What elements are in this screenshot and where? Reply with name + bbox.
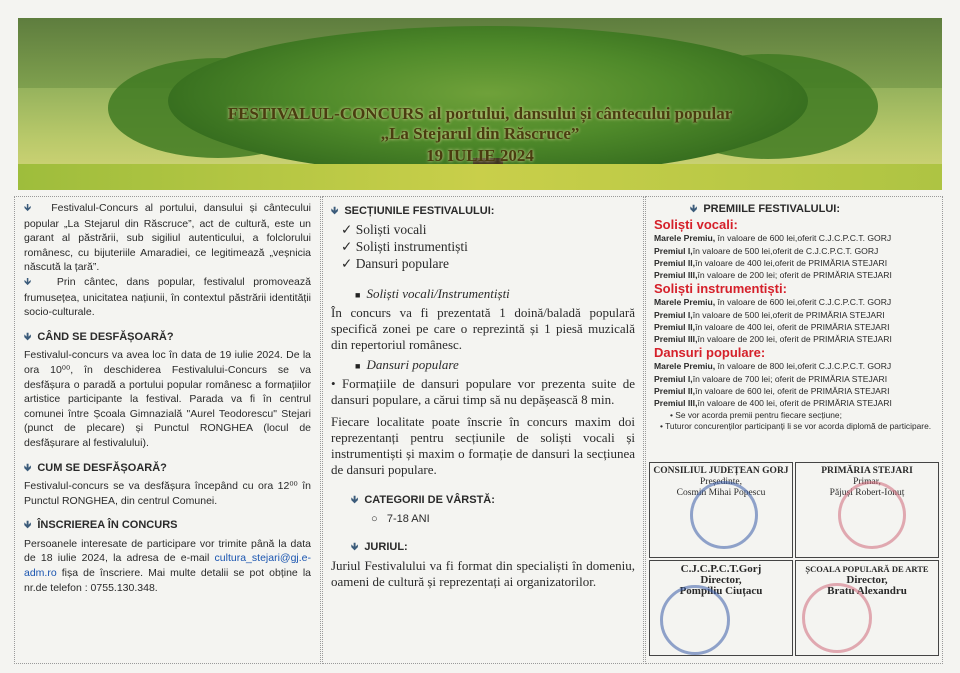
diploma-note: • Tuturor concurenților participanți li se vor acorda diplomă de participare.: [660, 421, 932, 432]
section-item: [341, 222, 635, 238]
signature-institution: CONSILIUL JUDEȚEAN GORJ: [653, 466, 789, 476]
middle-column: [322, 196, 644, 664]
arrow-down-icon: 🡻: [331, 206, 339, 217]
section-item: [341, 256, 635, 272]
prize-detail: în valoare de 200 lei, oferit de PRIMĂRIA STEJARI: [697, 334, 892, 345]
intro-text-2: Prin cântec, dans popular, festivalul promovează frumusețea, unicitatea națiunii, în contextul păstrării identității socio-culturale.: [24, 275, 311, 319]
signature-person: Pompiliu Ciuțacu: [679, 585, 763, 597]
prize-name: Premiul I,: [654, 245, 693, 256]
prize-line: [654, 333, 934, 345]
square-bullet-icon: ■: [355, 361, 361, 371]
prize-line: [654, 309, 934, 321]
prize-detail: în valoare de 400 lei, oferit de PRIMĂRIA STEJARI: [697, 398, 892, 409]
intro-paragraph-1: [24, 201, 311, 275]
prize-detail: în valoare de 600 lei,oferit C.J.C.P.C.T. GORJ: [715, 233, 892, 244]
arrow-down-icon: 🡻: [24, 331, 32, 343]
participation-text: Fiecare localitate poate înscrie în concurs maxim doi reprezentanți pentru secțiunile de soliști vocali și instrumentiști și maxim o formație de dansuri la secțiunea de dansuri populare.: [331, 414, 635, 477]
prize-name: Premiul III,: [654, 398, 698, 409]
prize-name: Marele Premiu,: [654, 297, 716, 308]
registration-heading: [24, 518, 311, 534]
left-column: [14, 196, 321, 664]
sections-heading: [331, 203, 635, 220]
signature-block: [649, 462, 939, 660]
prize-detail: în valoare de 800 lei,oferit C.J.C.P.C.T. GORJ: [715, 361, 892, 372]
prize-detail: în valoare de 500 lei,oferit de C.J.C.P.C.T. GORJ: [692, 245, 879, 256]
age-heading-label: CATEGORII DE VÂRSTĂ:: [364, 494, 495, 506]
signature-person: Cosmin Mihai Popescu: [676, 488, 766, 498]
signature-institution: C.J.C.P.C.T.Gorj: [680, 563, 762, 575]
signature-role: Președinte,: [700, 477, 742, 487]
arrow-down-icon: 🡻: [351, 495, 359, 506]
prize-line: [654, 360, 934, 372]
dance-subheading: [355, 357, 635, 374]
prize-line: [654, 385, 934, 397]
signature-county-council: [649, 462, 793, 558]
prize-line: [654, 257, 934, 269]
festival-name: „La Stejarul din Răscruce”: [380, 124, 580, 143]
signature-city-hall: [795, 462, 939, 558]
stamp-icon: [690, 481, 758, 549]
arrow-down-icon: 🡻: [24, 203, 32, 214]
age-heading: [351, 492, 635, 509]
prize-name: Premiul III,: [654, 334, 698, 345]
prize-name: Premiul III,: [654, 270, 698, 281]
stamp-icon: [802, 583, 872, 653]
prize-detail: în valoare de 400 lei,oferit de PRIMĂRIA STEJARI: [695, 257, 888, 268]
arrow-down-icon: 🡻: [24, 520, 32, 532]
prize-name: Premiul II,: [654, 257, 696, 268]
section-item-label: Soliști instrumentiști: [355, 239, 468, 254]
header-banner: [18, 18, 942, 190]
prize-name: Premiul II,: [654, 385, 696, 396]
checkmark-icon: ✓: [341, 222, 353, 237]
circle-bullet-icon: ○: [371, 513, 378, 525]
signature-cjcpct: [649, 560, 793, 656]
banner-ground: [18, 164, 942, 190]
prize-name: Marele Premiu,: [654, 233, 716, 244]
signature-institution: PRIMĂRIA STEJARI: [821, 466, 913, 476]
jury-heading-label: JURIUL:: [364, 541, 408, 553]
prize-detail: în valoare de 500 lei,oferit de PRIMĂRIA STEJARI: [692, 309, 885, 320]
prize-detail: în valoare de 400 lei, oferit de PRIMĂRIA STEJARI: [695, 321, 890, 332]
arrow-down-icon: 🡻: [690, 204, 698, 215]
signature-art-school: [795, 560, 939, 656]
stamp-icon: [660, 585, 730, 655]
festival-title: FESTIVALUL-CONCURS al portului, dansului și cântecului popular: [227, 104, 733, 123]
prize-line: [654, 245, 934, 257]
registration-text-1: Persoanele interesate de participare vor trimite până la data de 18 iulie 2024, la adresa de e-mail: [24, 537, 311, 565]
bullet-icon: •: [670, 410, 673, 421]
prize-line: [654, 397, 934, 409]
checkmark-icon: ✓: [341, 239, 353, 254]
prize-line: [654, 232, 934, 244]
vocal-subheading: [355, 286, 635, 303]
prize-category-instrumental: Soliști instrumentiști:: [654, 281, 787, 297]
checkmark-icon: ✓: [341, 256, 353, 271]
signature-role: Director,: [700, 574, 742, 586]
intro-paragraph-2: [24, 275, 311, 320]
prizes-heading: [690, 203, 934, 216]
section-item-label: Soliști vocali: [355, 222, 427, 237]
intro-text-1: Festivalul-Concurs al portului, dansului și cântecului popular „La Stejarul din Răscruce”, act de cultură, este un garant al păstrării, sub sigiliul autenticului, a folclorului românesc, cu bijuteriile Amaradiei, ce legitimează „veșnicia născută la țară”.: [24, 202, 311, 274]
vocal-subheading-label: Soliști vocali/Instrumentiști: [366, 286, 510, 301]
section-item: [341, 239, 635, 255]
prize-category-dance: Dansuri populare:: [654, 345, 766, 361]
prize-note: [670, 409, 934, 421]
prize-line: [654, 373, 934, 385]
stamp-icon: [838, 481, 906, 549]
age-item: [371, 511, 635, 527]
how-heading: [24, 461, 311, 477]
prize-detail: în valoare de 600 lei, oferit de PRIMĂRIA STEJARI: [695, 385, 890, 396]
prize-line: [654, 269, 934, 281]
prize-category-vocal: Soliști vocali:: [654, 217, 738, 233]
dance-text: • Formațiile de dansuri populare vor prezenta suite de dansuri populare, a cărui timp să nu depășească 8 min.: [331, 376, 635, 407]
how-heading-label: CUM SE DESFĂȘOARĂ?: [37, 461, 167, 474]
how-text: Festivalul-concurs se va desfășura începând cu ora 12⁰⁰ în Punctul RONGHEA, din centrul Comunei.: [24, 480, 311, 507]
arrow-down-icon: 🡻: [351, 542, 359, 553]
festival-date: 19 IULIE 2024: [426, 146, 534, 165]
sections-heading-label: SECȚIUNILE FESTIVALULUI:: [344, 205, 495, 217]
dance-subheading-label: Dansuri populare: [366, 357, 459, 372]
prize-line: [654, 296, 934, 308]
prize-detail: în valoare de 200 lei; oferit de PRIMĂRIA STEJARI: [697, 270, 892, 281]
registration-text: [24, 537, 311, 595]
age-item-label: 7-18 ANI: [386, 513, 430, 525]
when-heading: [24, 330, 311, 346]
signature-person: Bratu Alexandru: [827, 585, 907, 597]
prize-name: Premiul I,: [654, 373, 693, 384]
signature-institution: ȘCOALA POPULARĂ DE ARTE: [805, 564, 929, 574]
prize-detail: în valoare de 600 lei,oferit C.J.C.P.C.T. GORJ: [715, 297, 892, 308]
registration-text-2: fișa de înscriere. Mai multe detalii se pot obține la nr.de telefon : 0755.130.348.: [24, 567, 311, 594]
prizes-heading-label: PREMIILE FESTIVALULUI:: [703, 203, 840, 215]
email-link[interactable]: cultura_stejari@gj.e-adm.ro: [24, 552, 311, 580]
signature-role: Director,: [846, 574, 888, 586]
prize-name: Premiul II,: [654, 321, 696, 332]
prize-line: [654, 321, 934, 333]
signature-role: Primar,: [853, 477, 881, 487]
jury-text: Juriul Festivalului va fi format din specialiști în domeniu, oameni de cultură și reprezentați ai organizatorilor.: [331, 558, 635, 589]
when-heading-label: CÂND SE DESFĂȘOARĂ?: [37, 330, 174, 343]
signature-person: Păjuși Robert-Ionuț: [829, 488, 905, 498]
jury-heading: [351, 539, 635, 556]
square-bullet-icon: ■: [355, 290, 361, 300]
arrow-down-icon: 🡻: [24, 276, 32, 288]
registration-heading-label: ÎNSCRIEREA ÎN CONCURS: [37, 519, 178, 532]
prize-note-text: Se vor acorda premii pentru fiecare secțiune;: [675, 410, 842, 421]
prize-detail: în valoare de 700 lei; oferit de PRIMĂRIA STEJARI: [692, 373, 888, 384]
prize-name: Premiul I,: [654, 309, 693, 320]
arrow-down-icon: 🡻: [24, 462, 32, 474]
section-item-label: Dansuri populare: [355, 256, 450, 271]
when-text: Festivalul-concurs va avea loc în data de 19 iulie 2024. De la ora 10⁰⁰, în deschiderea Festivalului-Concurs se va desfășura o paradă a portului popular românesc a formațiilor artistice participante la festival. Parada va fi în centrul comunei între Școala Gimnazială "Aurel Teodorescu" Stejari (punct de plecare) și Punctul RONGHEA (locul de desfășurare al festivalului).: [24, 349, 311, 449]
vocal-text: În concurs va fi prezentată 1 doină/baladă populară specifică zonei pe care o reprezintă și 1 piesă muzicală din repertoriul românesc.: [331, 305, 635, 352]
prize-name: Marele Premiu,: [654, 361, 716, 372]
